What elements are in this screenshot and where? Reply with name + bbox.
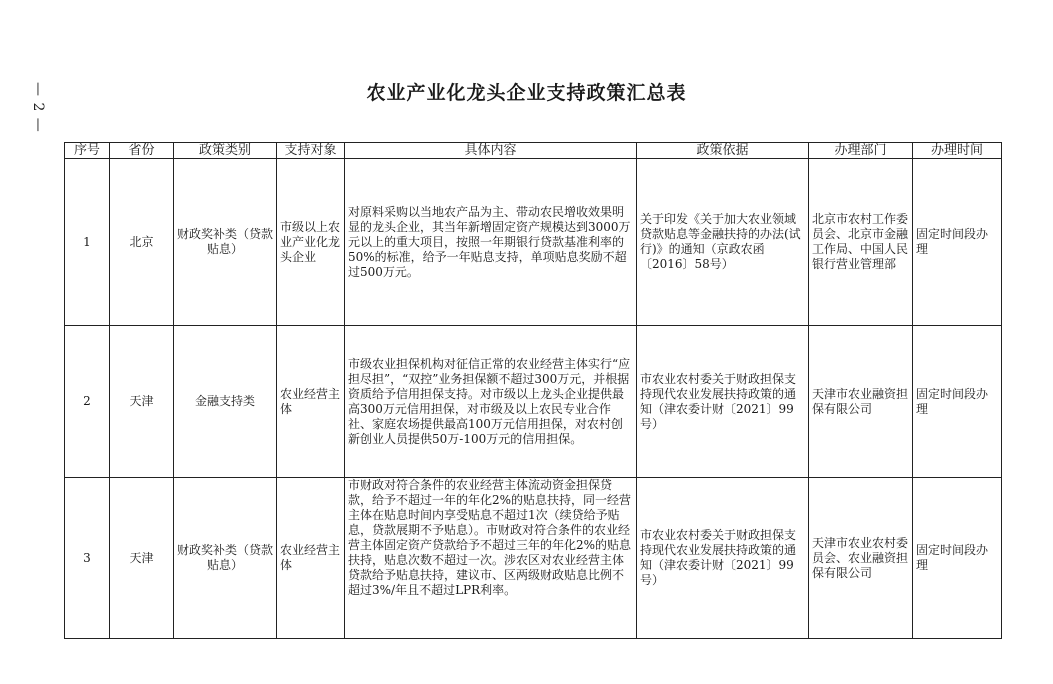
- cell-time: 固定时间段办理: [913, 326, 1002, 478]
- cell-no: 1: [65, 159, 110, 326]
- cell-no: 2: [65, 326, 110, 478]
- document-title: 农业产业化龙头企业支持政策汇总表: [366, 82, 687, 104]
- cell-no: 3: [65, 478, 110, 639]
- cell-target: 农业经营主体: [277, 478, 345, 639]
- cell-province: 天津: [110, 326, 174, 478]
- cell-category: 金融支持类: [174, 326, 277, 478]
- table-row: [65, 478, 1002, 639]
- cell-department: 北京市农村工作委员会、北京市金融工作局、中国人民银行营业管理部: [809, 159, 913, 326]
- table-row: [65, 159, 1002, 326]
- cell-category: 财政奖补类（贷款贴息）: [174, 478, 277, 639]
- header-time: 办理时间: [913, 143, 1002, 159]
- header-content: 具体内容: [345, 143, 637, 159]
- cell-content: 市级农业担保机构对征信正常的农业经营主体实行“应担尽担”，“双控”业务担保额不超过300万元，并根据资质给予信用担保支持。对市级以上龙头企业提供最高300万元信用担保，对市级及以上农民专业合作社、家庭农场提供最高100万元信用担保，对农村创新创业人员提供50万-100万元的信用担保。: [345, 326, 637, 478]
- policy-summary-table: [64, 142, 1002, 639]
- cell-department: 天津市农业农村委员会、农业融资担保有限公司: [809, 478, 913, 639]
- cell-target: 市级以上农业产业化龙头企业: [277, 159, 345, 326]
- table-row: [65, 326, 1002, 478]
- cell-content: 市财政对符合条件的农业经营主体流动资金担保贷款，给予不超过一年的年化2%的贴息扶持，同一经营主体在贴息时间内享受贴息不超过1次（续贷给予贴息，贷款展期不予贴息）。市财政对符合条件的农业经营主体固定资产贷款给予不超过三年的年化2%的贴息扶持，贴息次数不超过一次。涉农区对农业经营主体贷款给予贴息扶持，建议市、区两级财政贴息比例不超过3%/年且不超过LPR利率。: [345, 478, 637, 639]
- cell-time: 固定时间段办理: [913, 159, 1002, 326]
- cell-target: 农业经营主体: [277, 326, 345, 478]
- cell-department: 天津市农业融资担保有限公司: [809, 326, 913, 478]
- header-target: 支持对象: [277, 143, 345, 159]
- cell-province: 北京: [110, 159, 174, 326]
- cell-content: 对原料采购以当地农产品为主、带动农民增收效果明显的龙头企业，其当年新增固定资产规模达到3000万元以上的重大项目，按照一年期银行贷款基准利率的50%的标准，给予一年贴息支持，单项贴息奖励不超过500万元。: [345, 159, 637, 326]
- cell-province: 天津: [110, 478, 174, 639]
- cell-basis: 市农业农村委关于财政担保支持现代农业发展扶持政策的通知（津农委计财〔2021〕99号）: [637, 326, 809, 478]
- header-province: 省份: [110, 143, 174, 159]
- header-basis: 政策依据: [637, 143, 809, 159]
- header-no: 序号: [65, 143, 110, 159]
- header-category: 政策类别: [174, 143, 277, 159]
- cell-category: 财政奖补类（贷款贴息）: [174, 159, 277, 326]
- table-header-row: [65, 143, 1002, 159]
- cell-time: 固定时间段办理: [913, 478, 1002, 639]
- header-department: 办理部门: [809, 143, 913, 159]
- cell-basis: 市农业农村委关于财政担保支持现代农业发展扶持政策的通知（津农委计财〔2021〕99号）: [637, 478, 809, 639]
- page-number: — 2 —: [30, 82, 46, 133]
- cell-basis: 关于印发《关于加大农业领域贷款贴息等金融扶持的办法(试行)》的通知（京政农函〔2016〕58号）: [637, 159, 809, 326]
